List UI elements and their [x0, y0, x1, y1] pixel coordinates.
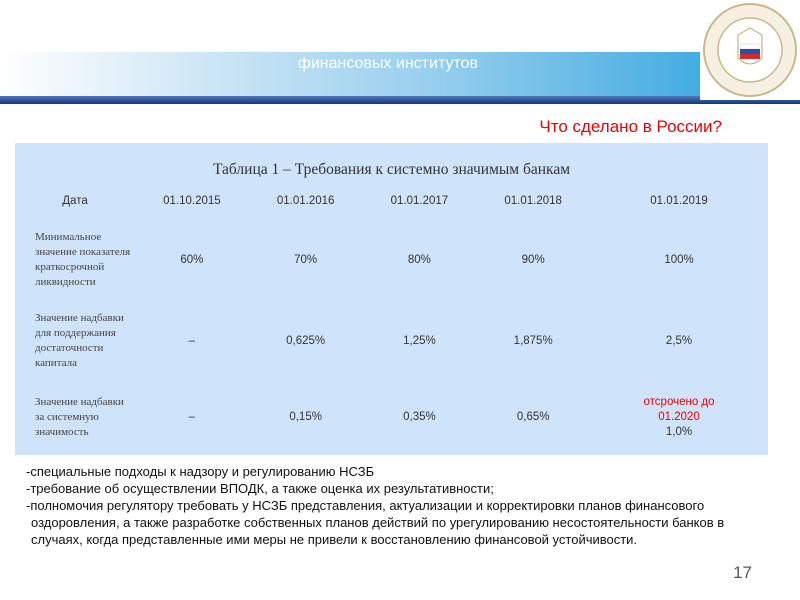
cell: 90% — [521, 254, 545, 266]
page-number: 17 — [733, 563, 752, 582]
cell: 0,625% — [286, 335, 326, 347]
bullet-list — [26, 463, 756, 548]
cell: 0,65% — [516, 411, 550, 423]
cell: 0,15% — [289, 411, 322, 423]
deferred-value: 1,0% — [665, 425, 693, 438]
header-cell: 01.01.2019 — [650, 195, 708, 207]
header-cell: 01.10.2015 — [163, 195, 221, 207]
bullet-item: -требование об осуществлении ВПОДК, а также оценка их результативности; — [26, 481, 494, 496]
university-logo — [700, 0, 800, 100]
cell — [590, 379, 768, 455]
table-row — [15, 303, 768, 379]
header-cell: 01.01.2017 — [390, 195, 449, 207]
header-cell: 01.01.2018 — [504, 195, 562, 207]
table-row — [15, 217, 768, 303]
row-label: Минимальное значение показателя краткосрочной ликвидности — [35, 231, 131, 288]
cell: 80% — [407, 254, 431, 266]
cell: 1,25% — [403, 335, 436, 347]
cell: 0,35% — [403, 411, 436, 423]
header-divider — [0, 96, 800, 104]
cell: 70% — [294, 254, 318, 266]
header-cell: 01.01.2016 — [276, 195, 335, 207]
slide-title: финансовых институтов — [297, 55, 478, 72]
deferred-note: отсрочено до 01.2020 — [643, 395, 715, 423]
row-label: Значение надбавки за системную значимость — [35, 395, 124, 438]
section-subtitle: Что сделано в России? — [539, 117, 722, 136]
bullet-item: -специальные подходы к надзору и регулированию НСЗБ — [26, 464, 375, 479]
cell: – — [188, 335, 196, 347]
table-row — [15, 379, 768, 455]
bullet-item: -полномочия регулятору требовать у НСЗБ представления, актуализации и корректировки планов финансового оздоровления, а также разработке собственных планов действий по урегулированию несостоятельности банков в случаях, когда представленные ими меры не привели к восстановлению финансовой устойчивости. — [26, 498, 725, 547]
cell: 2,5% — [665, 335, 693, 347]
table-header-row — [15, 185, 768, 217]
table-caption: Таблица 1 – Требования к системно значимым банкам — [212, 161, 571, 178]
cell: 60% — [180, 254, 204, 266]
cell: 1,875% — [513, 335, 553, 347]
cell: – — [188, 411, 196, 423]
row-label: Значение надбавки для поддержания достаточности капитала — [35, 312, 124, 369]
header-cell: Дата — [62, 195, 88, 207]
requirements-table — [15, 143, 768, 455]
cell: 100% — [664, 254, 694, 266]
